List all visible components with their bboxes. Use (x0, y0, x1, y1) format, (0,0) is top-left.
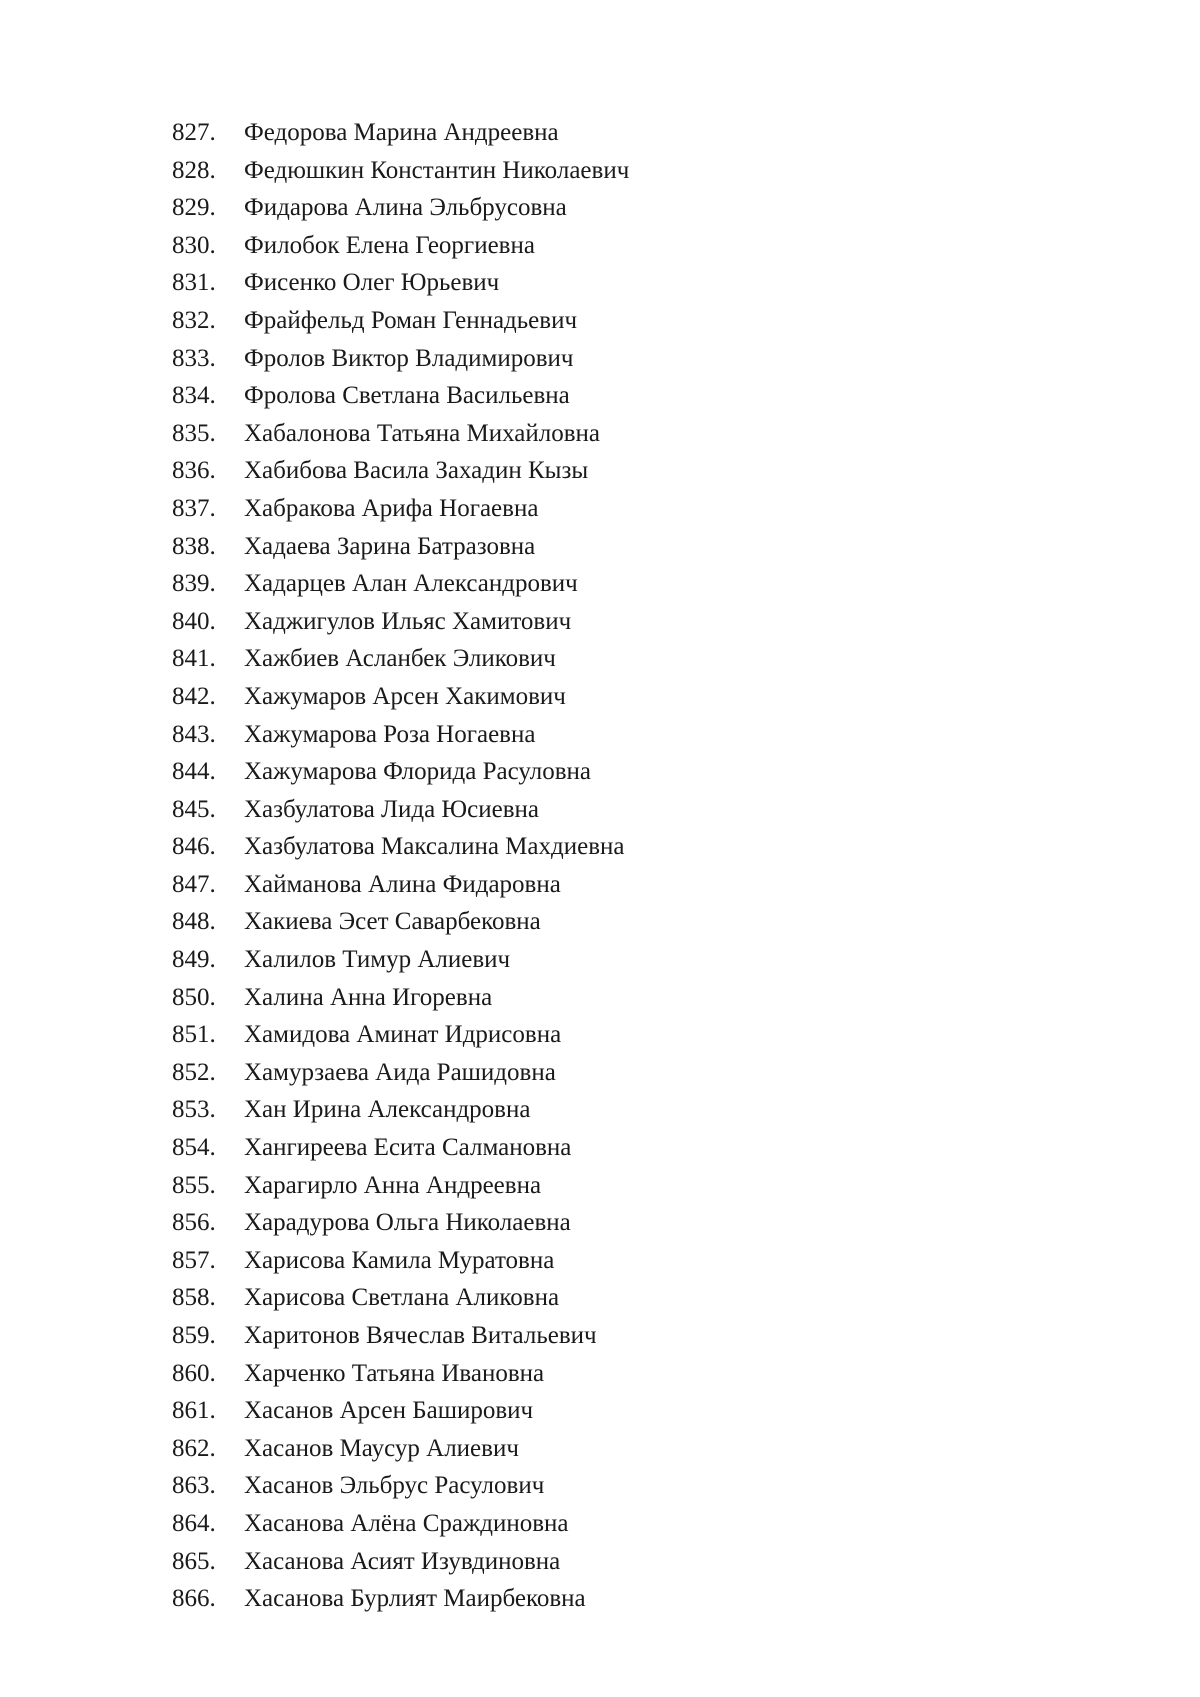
item-name: Хадарцев Алан Александрович (244, 570, 578, 598)
list-item (172, 1543, 629, 1581)
item-name: Хажумарова Флорида Расуловна (244, 758, 592, 786)
item-number: 833. (172, 344, 216, 372)
list-item (172, 490, 629, 528)
list-item (172, 1129, 629, 1167)
item-number: 832. (172, 306, 216, 334)
list-item (172, 302, 629, 340)
list-item (172, 340, 629, 378)
list-item (172, 753, 629, 791)
list-item (172, 1279, 629, 1317)
item-number: 839. (172, 570, 216, 598)
item-number: 854. (172, 1134, 216, 1162)
item-name: Фролов Виктор Владимирович (244, 344, 574, 372)
item-name: Халина Анна Игоревна (244, 983, 493, 1011)
item-number: 849. (172, 946, 216, 974)
item-name: Хабракова Арифа Ногаевна (244, 494, 539, 522)
item-name: Харисова Светлана Аликовна (244, 1284, 560, 1312)
list-item (172, 640, 629, 678)
item-name: Харисова Камила Муратовна (244, 1246, 555, 1274)
item-name: Харченко Татьяна Ивановна (244, 1359, 545, 1387)
item-name: Фролова Светлана Васильевна (244, 382, 570, 410)
list-item (172, 1505, 629, 1543)
item-number: 829. (172, 194, 216, 222)
list-item (172, 603, 629, 641)
list-item (172, 1016, 629, 1054)
item-number: 828. (172, 156, 216, 184)
name-list (172, 114, 629, 1618)
list-item (172, 1392, 629, 1430)
item-name: Филобок Елена Георгиевна (244, 231, 535, 259)
list-item (172, 678, 629, 716)
item-name: Хажбиев Асланбек Эликович (244, 645, 556, 673)
list-item (172, 791, 629, 829)
item-number: 836. (172, 457, 216, 485)
item-name: Хакиева Эсет Саварбековна (244, 908, 541, 936)
list-item (172, 377, 629, 415)
item-number: 834. (172, 382, 216, 410)
list-item (172, 114, 629, 152)
item-name: Хан Ирина Александровна (244, 1096, 531, 1124)
item-name: Хажумаров Арсен Хакимович (244, 682, 566, 710)
list-item (172, 1204, 629, 1242)
item-number: 859. (172, 1322, 216, 1349)
item-name: Хажумарова Роза Ногаевна (244, 720, 536, 748)
item-name: Хасанова Бурлият Маирбековна (244, 1585, 586, 1613)
item-number: 851. (172, 1021, 216, 1049)
item-number: 843. (172, 720, 216, 748)
item-number: 846. (172, 833, 216, 861)
list-item (172, 1580, 629, 1618)
item-name: Федорова Марина Андреевна (244, 119, 559, 146)
item-name: Хабалонова Татьяна Михайловна (244, 419, 601, 447)
list-item (172, 1167, 629, 1205)
list-item (172, 264, 629, 302)
list-item (172, 1317, 629, 1355)
item-name: Харадурова Ольга Николаевна (244, 1209, 571, 1237)
list-item (172, 1242, 629, 1280)
item-name: Фидарова Алина Эльбрусовна (244, 194, 567, 222)
item-number: 840. (172, 607, 216, 635)
item-number: 845. (172, 795, 216, 823)
item-number: 860. (172, 1359, 216, 1387)
list-item (172, 152, 629, 190)
item-name: Харагирло Анна Андреевна (244, 1171, 542, 1199)
list-item (172, 415, 629, 453)
item-number: 865. (172, 1547, 216, 1575)
item-number: 835. (172, 419, 216, 447)
item-number: 844. (172, 758, 216, 786)
item-number: 831. (172, 269, 216, 297)
item-name: Хасанов Арсен Баширович (244, 1397, 534, 1425)
list-item (172, 1054, 629, 1092)
item-number: 848. (172, 908, 216, 936)
item-name: Хабибова Васила Захадин Кызы (244, 457, 589, 485)
item-name: Хасанов Маусур Алиевич (244, 1434, 519, 1462)
list-item (172, 528, 629, 566)
item-name: Хаджигулов Ильяс Хамитович (244, 607, 572, 635)
item-name: Хасанова Асият Изувдиновна (244, 1547, 561, 1575)
list-item (172, 979, 629, 1017)
list-item (172, 1430, 629, 1468)
item-number: 855. (172, 1171, 216, 1199)
item-number: 858. (172, 1284, 216, 1312)
item-name: Хазбулатова Максалина Махдиевна (244, 833, 625, 861)
item-name: Фрайфельд Роман Геннадьевич (244, 306, 578, 334)
item-name: Халилов Тимур Алиевич (244, 946, 511, 974)
item-number: 838. (172, 532, 216, 560)
list-item (172, 227, 629, 265)
item-number: 853. (172, 1096, 216, 1124)
item-number: 852. (172, 1058, 216, 1086)
list-item (172, 1091, 629, 1129)
item-number: 850. (172, 983, 216, 1011)
item-number: 837. (172, 494, 216, 522)
item-name: Хангиреева Есита Салмановна (244, 1134, 572, 1162)
list-item (172, 903, 629, 941)
item-name: Хайманова Алина Фидаровна (244, 870, 561, 898)
list-item (172, 1467, 629, 1505)
item-name: Фисенко Олег Юрьевич (244, 269, 500, 297)
list-item (172, 716, 629, 754)
list-item (172, 1355, 629, 1393)
item-number: 827. (172, 119, 216, 146)
item-number: 864. (172, 1509, 216, 1537)
list-item (172, 828, 629, 866)
list-item (172, 189, 629, 227)
item-number: 856. (172, 1209, 216, 1237)
list-item (172, 565, 629, 603)
item-number: 830. (172, 231, 216, 259)
item-number: 863. (172, 1472, 216, 1500)
item-name: Хадаева Зарина Батразовна (244, 532, 536, 560)
item-name: Хамурзаева Аида Рашидовна (244, 1058, 556, 1086)
item-number: 857. (172, 1246, 216, 1274)
item-number: 862. (172, 1434, 216, 1462)
item-number: 847. (172, 870, 216, 898)
list-item (172, 866, 629, 904)
item-name: Хамидова Аминат Идрисовна (244, 1021, 562, 1049)
item-number: 841. (172, 645, 216, 673)
item-number: 861. (172, 1397, 216, 1425)
list-item (172, 452, 629, 490)
item-name: Федюшкин Константин Николаевич (244, 156, 630, 184)
item-number: 842. (172, 682, 216, 710)
list-item (172, 941, 629, 979)
item-name: Харитонов Вячеслав Витальевич (244, 1322, 597, 1349)
item-name: Хасанов Эльбрус Расулович (244, 1472, 545, 1500)
item-name: Хасанова Алёна Сраждиновна (244, 1509, 569, 1537)
item-number: 866. (172, 1585, 216, 1613)
item-name: Хазбулатова Лида Юсиевна (244, 795, 539, 823)
